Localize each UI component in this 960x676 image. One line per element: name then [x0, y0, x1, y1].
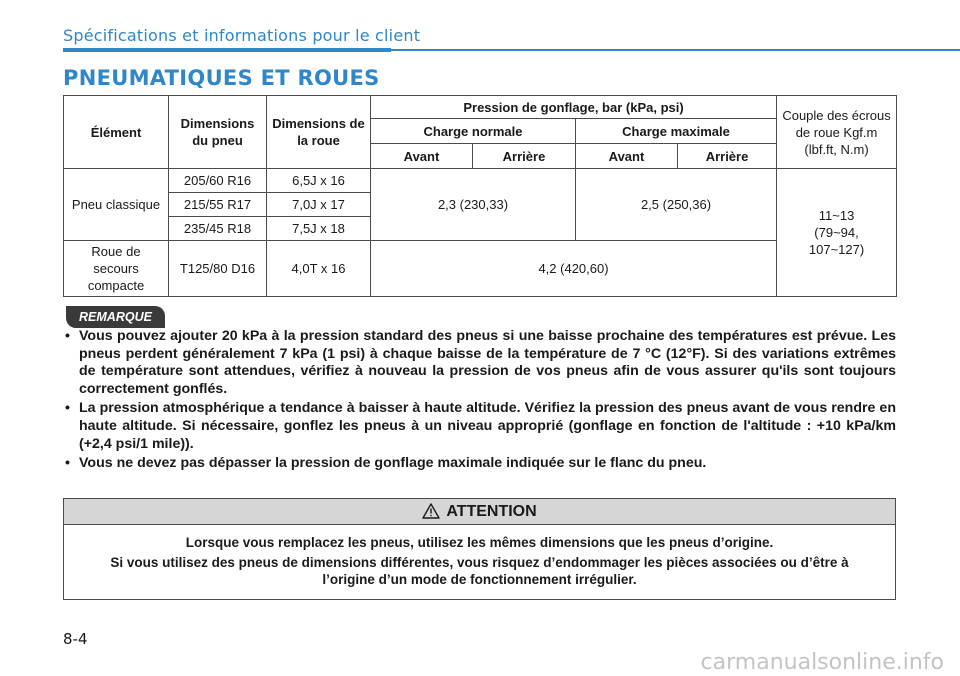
header-torque: Couple des écrous de roue Kgf.m (lbf.ft, N.m): [777, 96, 897, 169]
header-rule-thick: [63, 48, 391, 52]
section-title: Spécifications et informations pour le client: [63, 26, 421, 45]
tire-spec-table: [63, 95, 897, 297]
bullet: •: [65, 400, 70, 417]
header-normal-front: Avant: [371, 144, 473, 169]
note-badge: REMARQUE: [66, 306, 165, 328]
list-item: [63, 328, 896, 398]
attention-title: ATTENTION: [446, 503, 537, 520]
page-title: PNEUMATIQUES ET ROUES: [63, 66, 380, 90]
note-text: Vous ne devez pas dépasser la pression de gonflage maximale indiquée sur le flanc du pneu.: [79, 455, 707, 472]
note-text: Vous pouvez ajouter 20 kPa à la pression standard des pneus si une baisse prochaine des températures est prévue. Les pneus perdent généralement 7 kPa (1 psi) à chaque baisse de la température de 7 °C (12°F). Si des variations extrêmes de température sont attendues, vérifiez à nouveau la pression de vos pneus afin de vous assurer qu'ils sont toujours correctement gonflés.: [79, 328, 896, 397]
notes-list: [63, 328, 896, 475]
table-cell: T125/80 D16: [169, 241, 267, 297]
warning-triangle-icon: [422, 503, 440, 519]
header-rule-thin: [391, 49, 960, 51]
row-classic-label: Pneu classique: [64, 169, 169, 241]
table-cell: 6,5J x 16: [267, 169, 371, 193]
page-number: 8-4: [63, 630, 88, 648]
watermark: carmanualsonline.info: [700, 650, 944, 675]
header-wheel-size: Dimensions de la roue: [267, 96, 371, 169]
classic-max-pressure: 2,5 (250,36): [576, 169, 777, 241]
bullet: •: [65, 455, 70, 472]
list-item: [63, 400, 896, 453]
header-max-rear: Arrière: [678, 144, 777, 169]
list-item: [63, 455, 896, 473]
spare-pressure: 4,2 (420,60): [371, 241, 777, 297]
note-text: La pression atmosphérique a tendance à baisser à haute altitude. Vérifiez la pression des pneus avant de vous rendre en haute altitude. Si nécessaire, gonflez les pneus à un niveau approprié (gonflage en fonction de l'altitude : +10 kPa/km (+2,4 psi/1 mile)).: [79, 400, 896, 452]
table-cell: 235/45 R18: [169, 217, 267, 241]
row-spare-label: Roue de secours compacte: [64, 241, 169, 297]
attention-box: [63, 498, 896, 600]
table-cell: 215/55 R17: [169, 193, 267, 217]
bullet: •: [65, 328, 70, 344]
attention-line: Si vous utilisez des pneus de dimensions différentes, vous risquez d’endommager les pièces associées ou d’être à l’origine d’un mode de fonctionnement irrégulier.: [110, 555, 849, 587]
header-max-front: Avant: [576, 144, 678, 169]
header-element: Élément: [64, 96, 169, 169]
attention-header: [64, 499, 895, 525]
table-cell: 4,0T x 16: [267, 241, 371, 297]
header-pressure: Pression de gonflage, bar (kPa, psi): [371, 96, 777, 119]
attention-line: Lorsque vous remplacez les pneus, utilisez les mêmes dimensions que les pneus d’origine.: [185, 535, 774, 550]
header-max-load: Charge maximale: [576, 119, 777, 144]
header-normal-rear: Arrière: [473, 144, 576, 169]
table-cell: 7,5J x 18: [267, 217, 371, 241]
header-normal-load: Charge normale: [371, 119, 576, 144]
table-cell: 205/60 R16: [169, 169, 267, 193]
header-tire-size: Dimensions du pneu: [169, 96, 267, 169]
table-cell: 7,0J x 17: [267, 193, 371, 217]
classic-normal-pressure: 2,3 (230,33): [371, 169, 576, 241]
torque-value: 11~13 (79~94, 107~127): [777, 169, 897, 297]
attention-body: [64, 525, 895, 588]
